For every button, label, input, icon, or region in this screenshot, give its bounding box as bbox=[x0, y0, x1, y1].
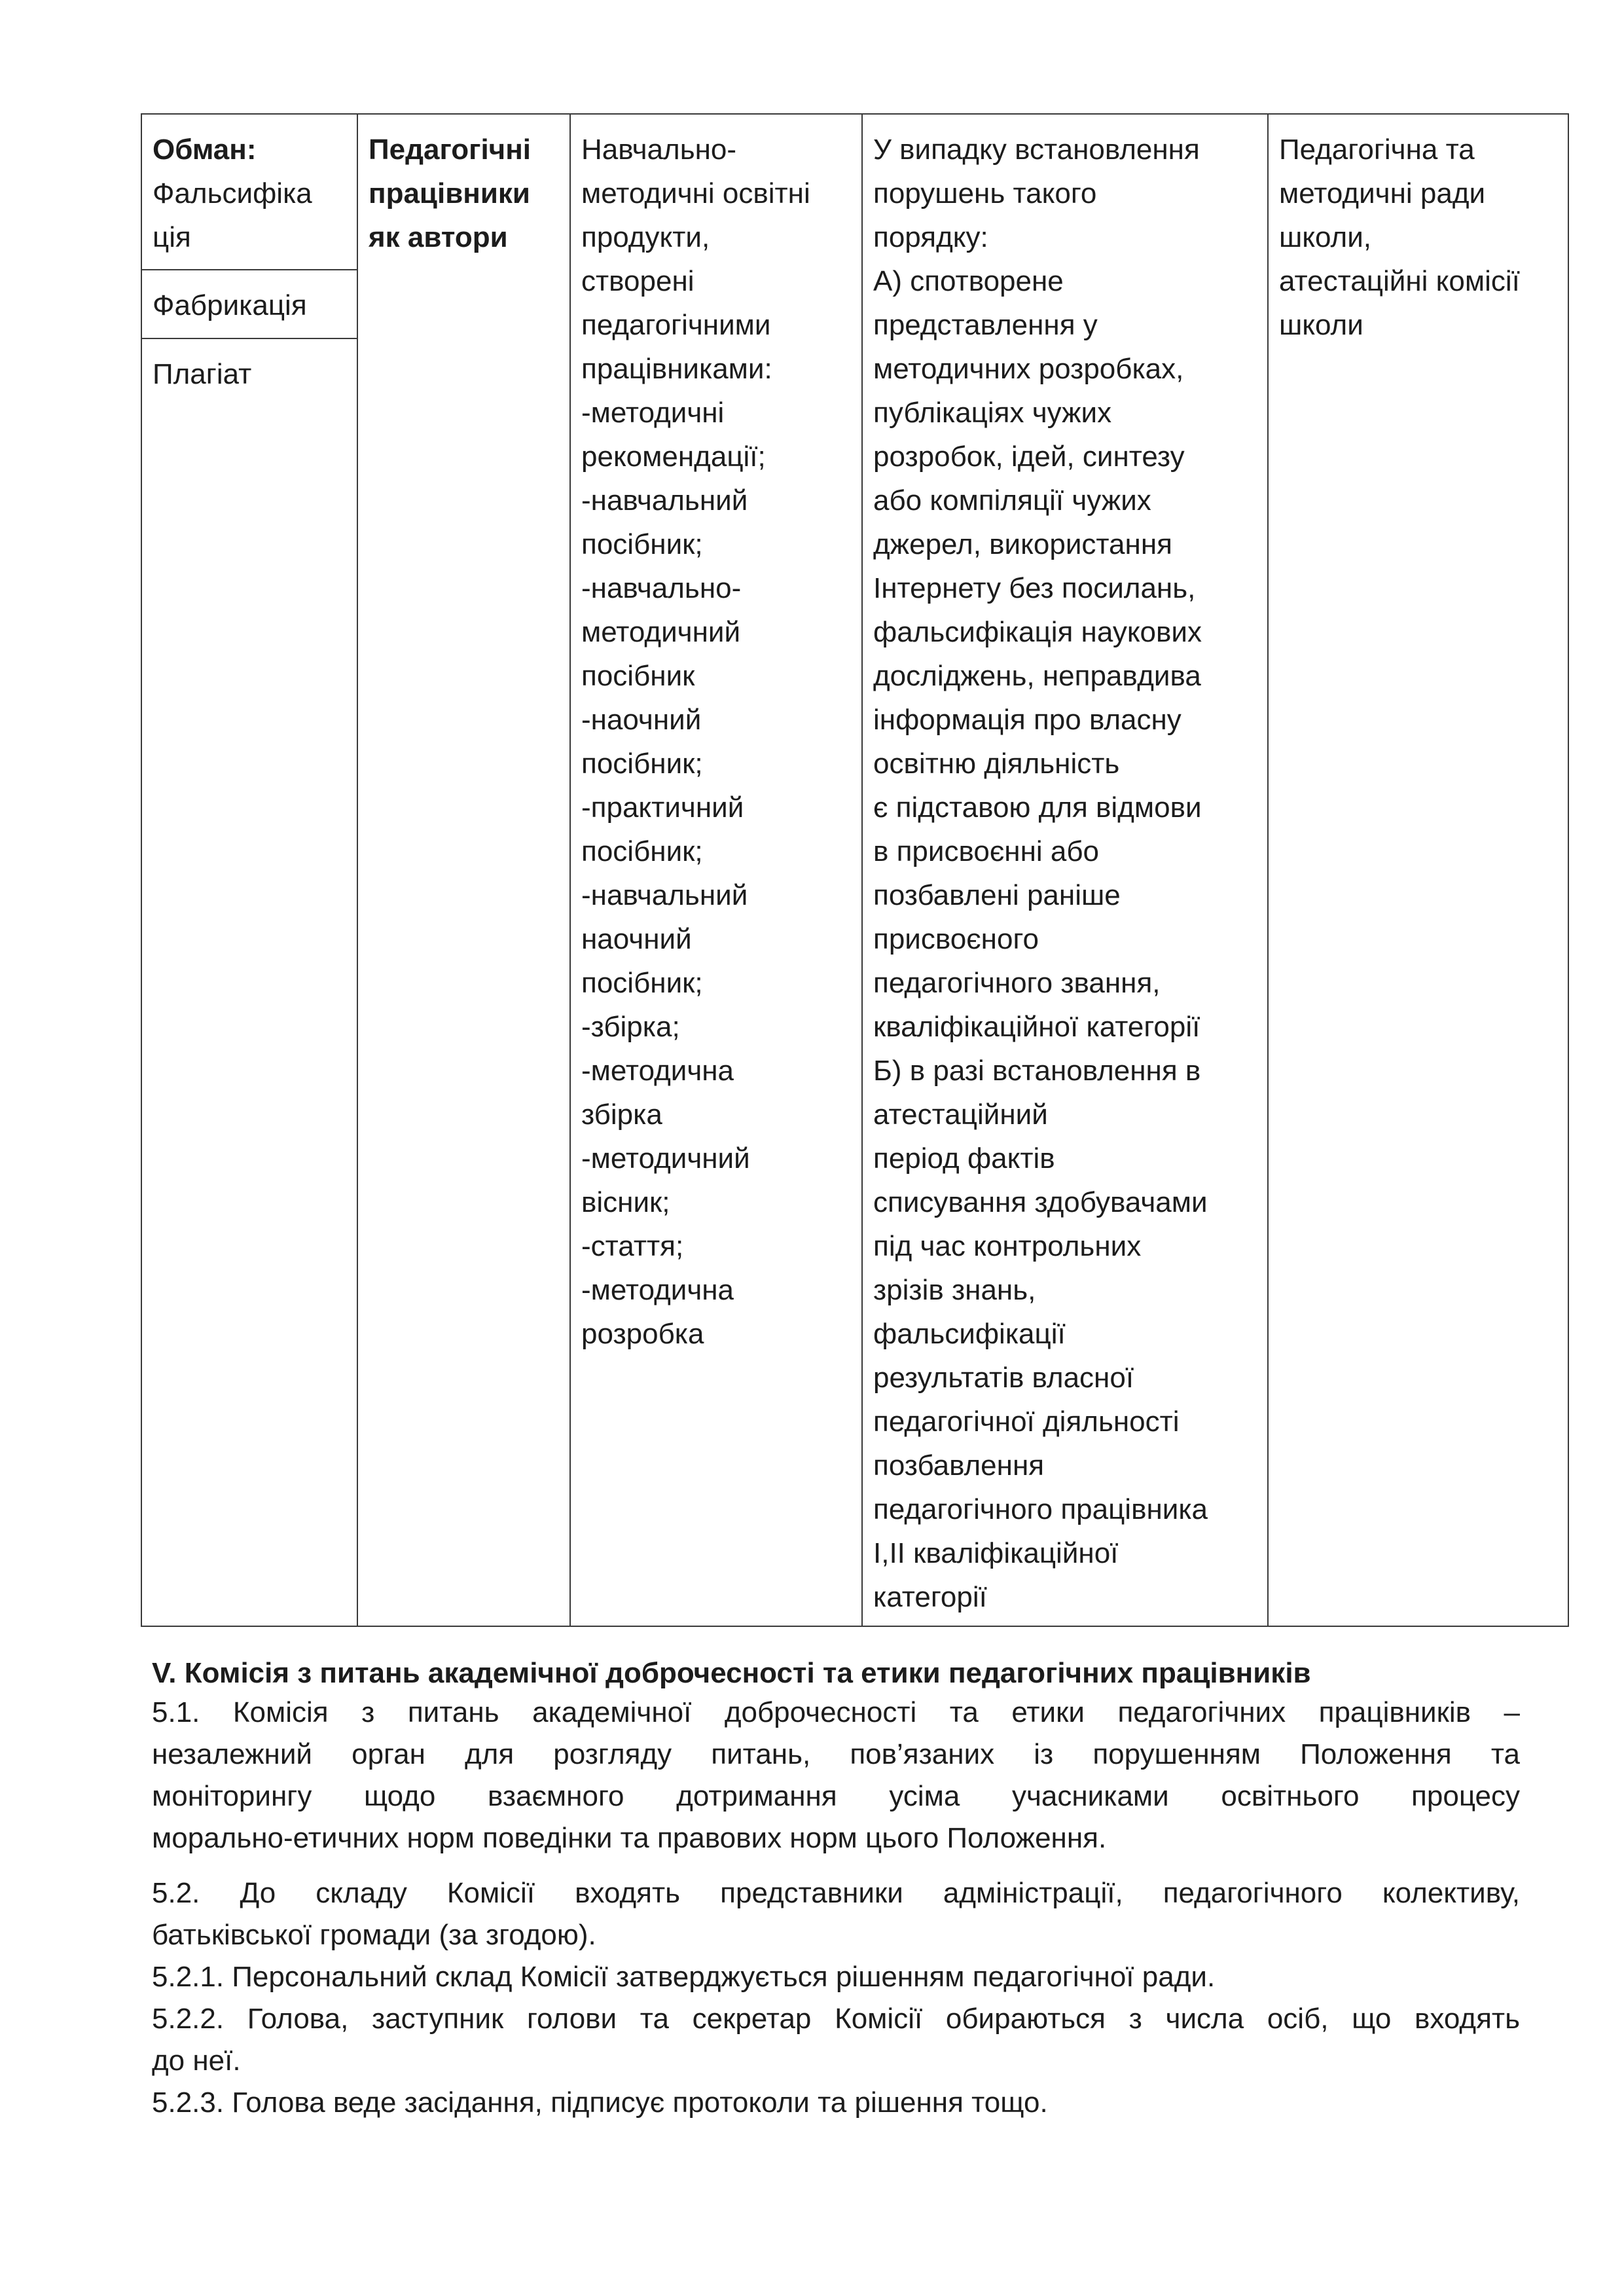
paragraph-5-1 bbox=[152, 1692, 1520, 1859]
violations-table-container bbox=[141, 113, 1568, 1627]
text-line: зрізів знань, bbox=[873, 1274, 1036, 1306]
text-line: педагогічного працівника bbox=[873, 1493, 1208, 1525]
text-line: педагогічного звання, bbox=[873, 967, 1161, 999]
text-line: позбавлені раніше bbox=[873, 879, 1121, 911]
plagiarism-label: Плагіат bbox=[153, 357, 252, 390]
paragraph-5-2-2-line-2: до неї. bbox=[152, 2045, 241, 2077]
cell-fraud-falsification bbox=[141, 114, 357, 270]
text-line: методичних розробках, bbox=[873, 353, 1184, 385]
text-line: незалежний орган для розгляду питань, пов’язаних із порушенням Положення та bbox=[152, 1738, 1520, 1770]
text-line: методичні ради bbox=[1279, 177, 1486, 210]
cell-fabrication bbox=[141, 270, 357, 338]
falsification-label bbox=[153, 172, 348, 259]
text-line: досліджень, неправдива bbox=[873, 660, 1201, 692]
text-line: під час контрольних bbox=[873, 1230, 1142, 1262]
paragraph-5-1-last-line: морально-етичних норм поведінки та правових норм цього Положення. bbox=[152, 1822, 1107, 1854]
text-line: або компіляції чужих bbox=[873, 484, 1151, 517]
paragraph-5-2 bbox=[152, 1872, 1520, 1956]
text-line: створені bbox=[581, 265, 695, 297]
text-line: школи bbox=[1279, 309, 1363, 341]
text-line: як автори bbox=[369, 221, 508, 253]
paragraph-5-2-2 bbox=[152, 1998, 1520, 2082]
text-line: джерел, використання bbox=[873, 528, 1172, 560]
text-line: Б) в разі встановлення в bbox=[873, 1055, 1201, 1087]
text-line: результатів власної bbox=[873, 1362, 1134, 1394]
table-row bbox=[141, 114, 1568, 270]
text-line: розробок, ідей, синтезу bbox=[873, 441, 1185, 473]
text-line: -методичні bbox=[581, 397, 725, 429]
paragraph-5-2-2-line-1: 5.2.2. Голова, заступник голови та секретар Комісії обираються з числа осіб, що входять bbox=[152, 2003, 1520, 2035]
text-line: посібник bbox=[581, 660, 695, 692]
objects-list bbox=[581, 128, 852, 1356]
text-line: -збірка; bbox=[581, 1011, 680, 1043]
cell-responsible-body bbox=[1268, 114, 1568, 1626]
text-line: А) спотворене bbox=[873, 265, 1064, 297]
text-line: Педагогічна та bbox=[1279, 134, 1475, 166]
text-line: порушень такого bbox=[873, 177, 1097, 210]
text-line: У випадку встановлення bbox=[873, 134, 1200, 166]
text-line: розробка bbox=[581, 1318, 704, 1350]
consequences-text bbox=[873, 128, 1258, 1619]
text-line: посібник; bbox=[581, 748, 703, 780]
text-line: атестаційний bbox=[873, 1099, 1048, 1131]
text-line: Навчально- bbox=[581, 134, 737, 166]
text-line: методичні освітні bbox=[581, 177, 810, 210]
responsible-body-text bbox=[1279, 128, 1559, 347]
text-line: вісник; bbox=[581, 1186, 670, 1218]
text-line: посібник; bbox=[581, 528, 703, 560]
text-line: -навчально- bbox=[581, 572, 742, 604]
text-line: категорії bbox=[873, 1581, 987, 1613]
paragraph-5-2-3: 5.2.3. Голова веде засідання, підписує протоколи та рішення тощо. bbox=[152, 2086, 1048, 2119]
text-line: присвоєного bbox=[873, 923, 1039, 955]
text-line: моніторингу щодо взаємного дотримання усіма учасниками освітнього процесу bbox=[152, 1780, 1520, 1812]
text-line: є підставою для відмови bbox=[873, 792, 1202, 824]
text-line: фальсифікація наукових bbox=[873, 616, 1202, 648]
text-line: школи, bbox=[1279, 221, 1372, 253]
text-line: період фактів bbox=[873, 1142, 1055, 1175]
cell-objects bbox=[570, 114, 862, 1626]
text-line: -методична bbox=[581, 1274, 734, 1306]
subjects-label bbox=[369, 128, 560, 259]
text-line: посібник; bbox=[581, 967, 703, 999]
text-line: -навчальний bbox=[581, 484, 748, 517]
text-line: фальсифікації bbox=[873, 1318, 1066, 1350]
text-line: списування здобувачами bbox=[873, 1186, 1208, 1218]
text-line: 5.1. Комісія з питань академічної доброчесності та етики педагогічних працівників – bbox=[152, 1696, 1520, 1728]
text-line: працівниками: bbox=[581, 353, 772, 385]
paragraph-5-1-lines bbox=[152, 1692, 1520, 1817]
text-line: наочний bbox=[581, 923, 692, 955]
text-line: Інтернету без посилань, bbox=[873, 572, 1196, 604]
text-line: -стаття; bbox=[581, 1230, 684, 1262]
paragraph-5-2-1: 5.2.1. Персональний склад Комісії затверджується рішенням педагогічної ради. bbox=[152, 1961, 1216, 1993]
text-line: Педагогічні bbox=[369, 134, 532, 166]
cell-consequences bbox=[862, 114, 1268, 1626]
text-line: педагогічними bbox=[581, 309, 771, 341]
text-line: порядку: bbox=[873, 221, 988, 253]
text-line: -методичний bbox=[581, 1142, 750, 1175]
text-line: публікаціях чужих bbox=[873, 397, 1112, 429]
text-line: -практичний bbox=[581, 792, 744, 824]
cell-subjects bbox=[357, 114, 570, 1626]
text-line: позбавлення bbox=[873, 1449, 1045, 1482]
text-line: -наочний bbox=[581, 704, 702, 736]
text-line: працівники bbox=[369, 177, 530, 210]
text-line: збірка bbox=[581, 1099, 662, 1131]
text-line: представлення у bbox=[873, 309, 1098, 341]
text-line: в присвоєнні або bbox=[873, 835, 1100, 867]
cell-plagiarism bbox=[141, 338, 357, 1626]
text-line: рекомендації; bbox=[581, 441, 766, 473]
text-line: -методична bbox=[581, 1055, 734, 1087]
text-line: методичний bbox=[581, 616, 741, 648]
text-line: Фальсифіка bbox=[153, 177, 312, 210]
fabrication-label: Фабрикація bbox=[153, 289, 307, 322]
text-line: -навчальний bbox=[581, 879, 748, 911]
text-line: кваліфікаційної категорії bbox=[873, 1011, 1200, 1043]
text-line: освітню діяльність bbox=[873, 748, 1120, 780]
violations-table bbox=[141, 113, 1569, 1627]
text-line: І,ІІ кваліфікаційної bbox=[873, 1537, 1119, 1569]
paragraph-5-2-line-2: батьківської громади (за згодою). bbox=[152, 1919, 596, 1951]
text-line: ція bbox=[153, 221, 191, 253]
text-line: атестаційні комісії bbox=[1279, 265, 1520, 297]
paragraph-5-2-line-1: 5.2. До складу Комісії входять представники адміністрації, педагогічного колективу, bbox=[152, 1877, 1520, 1909]
text-line: педагогічної діяльності bbox=[873, 1406, 1180, 1438]
text-line: посібник; bbox=[581, 835, 703, 867]
section-title: V. Комісія з питань академічної доброчесності та етики педагогічних працівників bbox=[152, 1657, 1311, 1689]
text-line: продукти, bbox=[581, 221, 710, 253]
text-line: інформація про власну bbox=[873, 704, 1182, 736]
section-commission bbox=[152, 1655, 1520, 2124]
fraud-label: Обман: bbox=[153, 134, 257, 166]
